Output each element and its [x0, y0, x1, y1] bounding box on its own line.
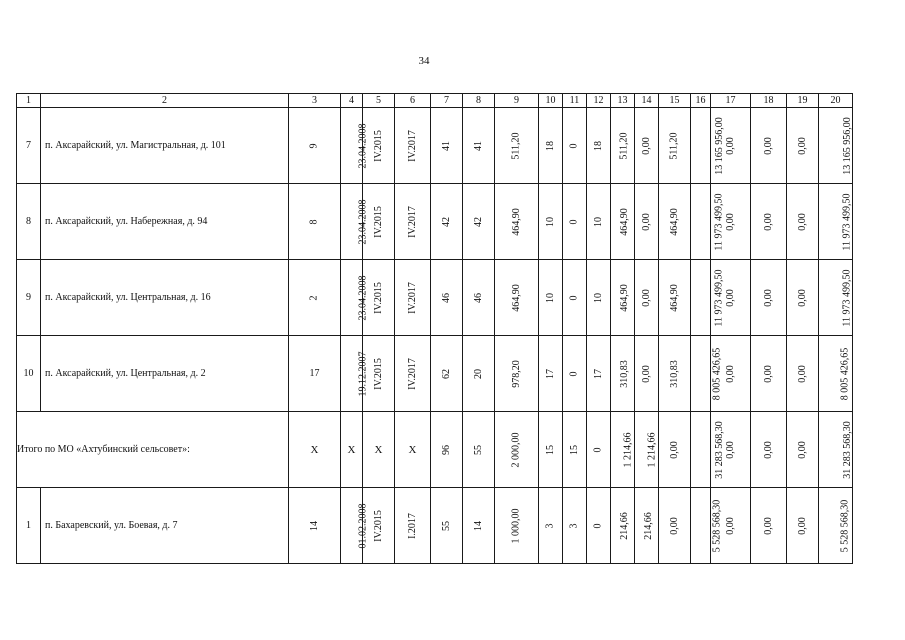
value-c9: 464,90	[510, 208, 522, 236]
address-cell	[41, 260, 289, 336]
subtotal-row	[17, 412, 853, 488]
column-number: 5	[363, 94, 395, 108]
value-c13: 214,66	[618, 512, 630, 540]
cell-c7	[431, 488, 463, 564]
column-number: 8	[463, 94, 495, 108]
column-number: 7	[431, 94, 463, 108]
value-c14: 0,00	[640, 213, 652, 231]
value-c16: 8 005 426,65	[711, 347, 723, 401]
value-c4: 01.02.2008	[357, 503, 369, 549]
cell-c16	[691, 260, 725, 336]
cell-c11	[563, 260, 587, 336]
cell-c14	[635, 336, 659, 412]
column-number: 13	[611, 94, 635, 108]
value-c10: 17	[544, 369, 556, 379]
cell-c15	[659, 260, 691, 336]
value-c10: 10	[544, 217, 556, 227]
value-c15: 0,00	[668, 517, 680, 535]
value-c13: 464,90	[618, 284, 630, 312]
value-c7: 42	[440, 217, 452, 227]
cell-c15	[659, 488, 691, 564]
cell-c19	[787, 260, 819, 336]
column-number: 4	[341, 94, 363, 108]
value-c18: 0,00	[762, 289, 774, 307]
subtotal-label-cell	[17, 412, 289, 488]
cell-c11	[563, 488, 587, 564]
cell-c6	[395, 488, 431, 564]
cell-c11	[563, 336, 587, 412]
value-c14: 0,00	[640, 137, 652, 155]
value-c16: 31 283 568,30	[713, 421, 725, 479]
value-c11: 3	[568, 523, 580, 529]
value-c9: 2 000,00	[510, 432, 522, 468]
cell-c10	[539, 108, 563, 184]
value-c16: 13 165 956,00	[713, 117, 725, 175]
column-number: 1	[17, 94, 41, 108]
cell-c3	[289, 488, 341, 564]
cell-c9	[495, 412, 539, 488]
subtotal-label: Итого по МО «Ахтубинский сельсовет»:	[17, 444, 190, 455]
cell-c18	[751, 184, 787, 260]
value-c11: 0	[568, 219, 580, 225]
value-c17: 0,00	[724, 289, 736, 307]
column-number: 14	[635, 94, 659, 108]
cell-c10	[539, 336, 563, 412]
value-c19: 0,00	[796, 289, 808, 307]
cell-c4	[341, 336, 369, 412]
cell-c4	[341, 184, 369, 260]
value-c10: 10	[544, 293, 556, 303]
value-c15: 310,83	[668, 360, 680, 388]
address: п. Бахаревский, ул. Боевая, д. 7	[45, 520, 178, 531]
cell-c18	[751, 336, 787, 412]
value-c16: 5 528 568,30	[711, 499, 723, 553]
value-c6: IV.2017	[406, 358, 418, 390]
value-c8: 55	[472, 445, 484, 455]
cell-c10	[539, 260, 563, 336]
value-c13: 310,83	[618, 360, 630, 388]
cell-c7	[431, 184, 463, 260]
cell-c11	[563, 412, 587, 488]
cell-c9	[495, 336, 539, 412]
value-c8: 46	[472, 293, 484, 303]
cell-c14	[635, 412, 659, 488]
cell-c19	[787, 488, 819, 564]
value-c7: 96	[440, 445, 452, 455]
cell-c15	[659, 184, 691, 260]
value-c7: 62	[440, 369, 452, 379]
value-c4: 23.04.2008	[357, 275, 369, 321]
cell-c7	[431, 260, 463, 336]
cell-c19	[787, 184, 819, 260]
value-c5: IV.2015	[372, 282, 384, 314]
value-c12: 10	[592, 217, 604, 227]
value-c18: 0,00	[762, 365, 774, 383]
cell-c16	[691, 336, 723, 412]
row-number: 1	[26, 520, 31, 531]
cell-c7	[431, 336, 463, 412]
value-c9: 464,90	[510, 284, 522, 312]
column-number: 19	[787, 94, 819, 108]
value-c3: 8	[308, 219, 320, 225]
cell-c4	[341, 412, 363, 488]
value-c10: 3	[544, 523, 556, 529]
value-c4: 23.04.2008	[357, 199, 369, 245]
value-c17: 0,00	[724, 365, 736, 383]
value-c20: 13 165 956,00	[841, 117, 853, 175]
cell-c20	[819, 260, 853, 336]
cell-c20	[819, 108, 853, 184]
cell-c8	[463, 184, 495, 260]
cell-c7	[431, 108, 463, 184]
value-c5: IV.2015	[372, 130, 384, 162]
cell-c10	[539, 488, 563, 564]
value-c9: 1 000,00	[510, 508, 522, 544]
address: п. Аксарайский, ул. Магистральная, д. 101	[45, 140, 226, 151]
cell-c18	[751, 412, 787, 488]
value-c13: 1 214,66	[622, 432, 634, 468]
value-c7: 55	[440, 521, 452, 531]
value-c19: 0,00	[796, 517, 808, 535]
cell-c13	[611, 108, 635, 184]
cell-c20	[819, 336, 853, 412]
value-c11: 0	[568, 371, 580, 377]
value-c17: 0,00	[724, 137, 736, 155]
address-cell	[41, 108, 289, 184]
value-c7: 46	[440, 293, 452, 303]
cell-c20	[819, 412, 853, 488]
cell-c10	[539, 412, 563, 488]
cell-c8	[463, 260, 495, 336]
value-c14: 0,00	[640, 365, 652, 383]
row-number-cell	[17, 336, 41, 412]
value-c20: 11 973 499,50	[841, 269, 853, 327]
cell-c13	[611, 336, 635, 412]
value-c4: 23.04.2008	[357, 123, 369, 169]
value-c6: IV.2017	[406, 282, 418, 314]
cell-c6	[395, 184, 431, 260]
table-row	[17, 260, 853, 336]
value-c20: 11 973 499,50	[841, 193, 853, 251]
value-c13: 511,20	[618, 132, 630, 160]
value-c15: 464,90	[668, 284, 680, 312]
cell-c16	[691, 108, 725, 184]
cell-c9	[495, 260, 539, 336]
value-c12: 0	[592, 523, 604, 529]
cell-c12	[587, 260, 611, 336]
cell-c6	[395, 412, 431, 488]
value-c20: 31 283 568,30	[841, 421, 853, 479]
row-number-cell	[17, 260, 41, 336]
table-row	[17, 336, 853, 412]
value-c3: 2	[308, 295, 320, 301]
cell-c14	[635, 488, 659, 564]
cell-c4	[341, 488, 369, 564]
cell-c19	[787, 336, 819, 412]
column-number: 2	[41, 94, 289, 108]
address: п. Аксарайский, ул. Центральная, д. 2	[45, 368, 206, 379]
value-c15: 511,20	[668, 132, 680, 160]
cell-c14	[635, 108, 659, 184]
value-c3: 17	[309, 368, 320, 379]
value-c18: 0,00	[762, 213, 774, 231]
row-number: 9	[26, 292, 31, 303]
value-c3: X	[310, 443, 319, 456]
value-c17: 0,00	[724, 517, 736, 535]
value-c20: 8 005 426,65	[839, 347, 851, 401]
row-number: 7	[26, 140, 31, 151]
cell-c14	[635, 260, 659, 336]
address: п. Аксарайский, ул. Центральная, д. 16	[45, 292, 211, 303]
value-c19: 0,00	[796, 137, 808, 155]
value-c19: 0,00	[796, 213, 808, 231]
value-c12: 10	[592, 293, 604, 303]
row-number-cell	[17, 184, 41, 260]
cell-c10	[539, 184, 563, 260]
value-c12: 17	[592, 369, 604, 379]
value-c18: 0,00	[762, 441, 774, 459]
column-number: 10	[539, 94, 563, 108]
cell-c18	[751, 488, 787, 564]
value-c19: 0,00	[796, 441, 808, 459]
value-c3: 14	[308, 521, 320, 531]
value-c6: IV.2017	[406, 130, 418, 162]
value-c18: 0,00	[762, 517, 774, 535]
cell-c12	[587, 488, 611, 564]
value-c12: 0	[592, 447, 604, 453]
value-c10: 15	[544, 445, 556, 455]
value-c14: 214,66	[642, 512, 654, 540]
value-c14: 0,00	[640, 289, 652, 307]
cell-c9	[495, 108, 539, 184]
cell-c13	[611, 260, 635, 336]
cell-c18	[751, 260, 787, 336]
column-number: 15	[659, 94, 691, 108]
cell-c16	[691, 412, 725, 488]
column-number-row	[17, 94, 853, 108]
cell-c3	[289, 336, 341, 412]
cell-c9	[495, 184, 539, 260]
value-c8: 42	[472, 217, 484, 227]
column-number: 18	[751, 94, 787, 108]
cell-c19	[787, 108, 819, 184]
value-c11: 0	[568, 143, 580, 149]
value-c18: 0,00	[762, 137, 774, 155]
address: п. Аксарайский, ул. Набережная, д. 94	[45, 216, 208, 227]
value-c16: 11 973 499,50	[713, 193, 725, 251]
cell-c6	[395, 260, 431, 336]
cell-c3	[289, 412, 341, 488]
value-c17: 0,00	[724, 213, 736, 231]
cell-c8	[463, 336, 495, 412]
cell-c7	[431, 412, 463, 488]
cell-c14	[635, 184, 659, 260]
column-number: 16	[691, 94, 711, 108]
table-row	[17, 488, 853, 564]
value-c11: 15	[568, 445, 580, 455]
cell-c12	[587, 184, 611, 260]
value-c11: 0	[568, 295, 580, 301]
value-c5: IV.2015	[372, 510, 384, 542]
column-number: 9	[495, 94, 539, 108]
cell-c6	[395, 108, 431, 184]
cell-c8	[463, 488, 495, 564]
cell-c8	[463, 108, 495, 184]
address-cell	[41, 184, 289, 260]
column-number: 20	[819, 94, 853, 108]
value-c6: I.2017	[406, 513, 418, 539]
value-c6: IV.2017	[406, 206, 418, 238]
table-row	[17, 184, 853, 260]
value-c5: IV.2015	[372, 358, 384, 390]
page-number: 34	[418, 55, 430, 67]
cell-c15	[659, 108, 691, 184]
cell-c3	[289, 260, 341, 336]
value-c4: X	[347, 443, 356, 456]
value-c20: 5 528 568,30	[839, 499, 851, 553]
cell-c16	[691, 488, 723, 564]
cell-c18	[751, 108, 787, 184]
value-c13: 464,90	[618, 208, 630, 236]
value-c8: 41	[472, 141, 484, 151]
value-c16: 11 973 499,50	[713, 269, 725, 327]
cell-c11	[563, 108, 587, 184]
resettlement-program-table	[16, 93, 853, 564]
column-number: 17	[711, 94, 751, 108]
value-c15: 0,00	[668, 441, 680, 459]
cell-c8	[463, 412, 495, 488]
value-c5: X	[374, 443, 383, 456]
cell-c12	[587, 108, 611, 184]
value-c8: 20	[472, 369, 484, 379]
row-number: 10	[23, 368, 34, 379]
cell-c3	[289, 184, 341, 260]
column-number: 3	[289, 94, 341, 108]
cell-c16	[691, 184, 725, 260]
value-c19: 0,00	[796, 365, 808, 383]
cell-c13	[611, 488, 635, 564]
cell-c15	[659, 412, 691, 488]
value-c9: 511,20	[510, 132, 522, 160]
cell-c15	[659, 336, 691, 412]
cell-c13	[611, 412, 635, 488]
value-c15: 464,90	[668, 208, 680, 236]
value-c12: 18	[592, 141, 604, 151]
row-number-cell	[17, 108, 41, 184]
cell-c11	[563, 184, 587, 260]
cell-c13	[611, 184, 635, 260]
cell-c3	[289, 108, 341, 184]
row-number-cell	[17, 488, 41, 564]
cell-c12	[587, 412, 611, 488]
column-number: 12	[587, 94, 611, 108]
value-c8: 14	[472, 521, 484, 531]
column-number: 11	[563, 94, 587, 108]
cell-c12	[587, 336, 611, 412]
value-c4: 19.12.2007	[357, 351, 369, 397]
row-number: 8	[26, 216, 31, 227]
table-row	[17, 108, 853, 184]
cell-c5	[363, 412, 395, 488]
value-c17: 0,00	[724, 441, 736, 459]
cell-c19	[787, 412, 819, 488]
value-c5: IV.2015	[372, 206, 384, 238]
column-number: 6	[395, 94, 431, 108]
value-c10: 18	[544, 141, 556, 151]
value-c7: 41	[440, 141, 452, 151]
cell-c20	[819, 488, 853, 564]
cell-c9	[495, 488, 539, 564]
value-c14: 1 214,66	[646, 432, 658, 468]
value-c6: X	[408, 443, 417, 456]
address-cell	[41, 488, 289, 564]
cell-c20	[819, 184, 853, 260]
cell-c4	[341, 260, 369, 336]
address-cell	[41, 336, 289, 412]
value-c9: 978,20	[510, 360, 522, 388]
value-c3: 9	[308, 143, 320, 149]
cell-c6	[395, 336, 431, 412]
cell-c4	[341, 108, 369, 184]
